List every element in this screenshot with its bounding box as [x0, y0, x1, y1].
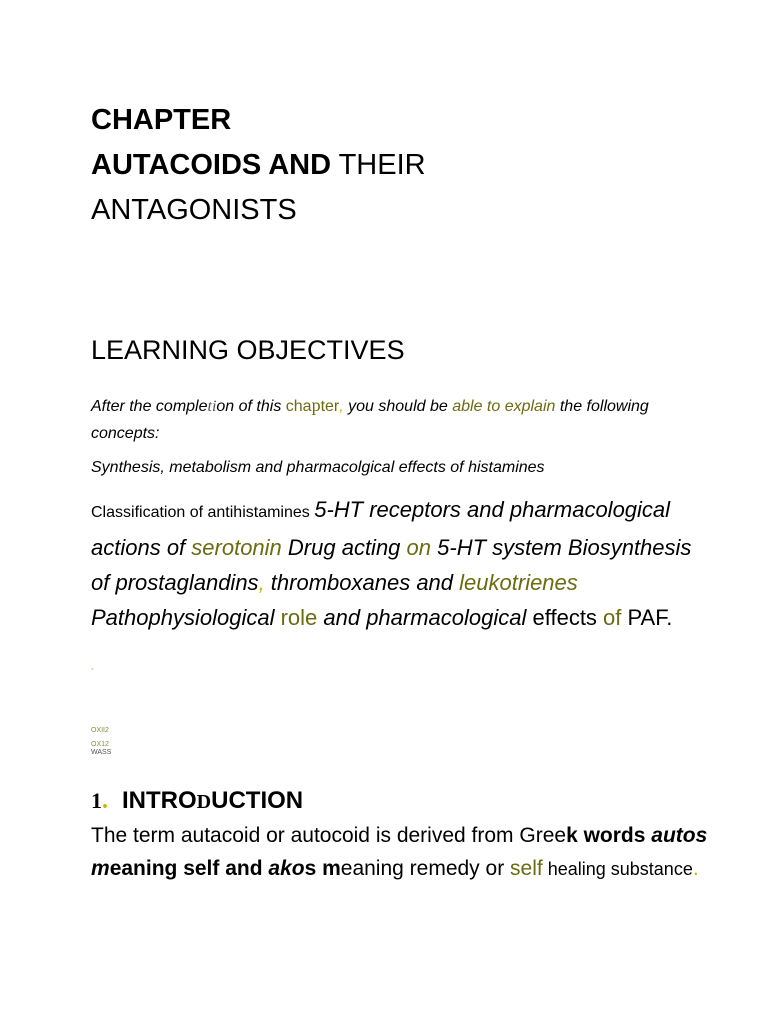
heading-seg: UCTION	[211, 787, 304, 814]
text-seg: the following concepts:	[91, 398, 649, 442]
text-seg: autos m	[91, 824, 708, 880]
text-seg: self	[510, 857, 543, 880]
objectives-list-paragraph	[91, 492, 711, 635]
section-number: 1	[91, 788, 102, 813]
chapter-title-line-1	[91, 148, 426, 182]
text-seg: ti	[207, 398, 217, 415]
text-seg: you should be	[343, 398, 453, 415]
text-seg: The term autacoid or autocoid is derived from Gree	[91, 824, 567, 847]
text-seg: eaning remedy or	[340, 857, 511, 880]
text-seg: serotonin	[191, 535, 282, 560]
heading-seg: INTRO	[122, 787, 197, 814]
text-seg: cha	[285, 398, 312, 415]
text-seg: Classification of antihistamines	[91, 504, 315, 521]
text-seg: words	[577, 824, 652, 847]
stray-mark: °	[91, 668, 94, 675]
chapter-label: CHAPTER	[91, 104, 232, 136]
text-seg: effects	[532, 605, 604, 630]
introduction-heading	[91, 786, 303, 817]
heading-seg: D	[196, 791, 212, 813]
text-seg: of	[603, 605, 622, 630]
chapter-title-line-2: ANTAGONISTS	[91, 194, 297, 226]
text-seg: leukotrienes	[459, 570, 578, 595]
text-seg: Pathophysiological	[91, 605, 281, 630]
text-seg: .	[692, 857, 699, 880]
text-seg: 5-HT receptors and pharmacological actions of	[91, 497, 671, 560]
text-seg: p	[311, 395, 321, 415]
text-seg: k	[566, 824, 578, 847]
section-dot: .	[102, 788, 108, 814]
title-bold-part: AUTACOIDS AND	[91, 149, 332, 181]
text-seg: on	[406, 535, 432, 560]
objectives-intro-paragraph	[91, 392, 691, 447]
text-seg: Drug acting	[281, 535, 407, 560]
text-seg: s m	[304, 857, 341, 880]
text-seg: healing substance	[542, 859, 693, 879]
text-seg: ako	[268, 857, 305, 880]
text-seg: ,	[339, 398, 344, 415]
introduction-paragraph	[91, 819, 711, 886]
text-seg: and pharmacological	[317, 605, 533, 630]
text-seg: on of this	[216, 398, 286, 415]
tiny-mark: WASS	[91, 749, 112, 756]
text-seg: After the comple	[91, 398, 208, 415]
tiny-mark: OXII2	[91, 727, 109, 734]
learning-objectives-heading: LEARNING OBJECTIVES	[91, 335, 405, 365]
tiny-mark: OX12	[91, 741, 109, 748]
text-seg: ter	[320, 398, 340, 415]
text-seg: role	[280, 605, 318, 630]
title-regular-part: THEIR	[331, 149, 426, 181]
text-seg: thromboxanes and	[264, 570, 460, 595]
text-seg: ,	[258, 570, 265, 595]
text-seg: 5-HT system Biosynthesis of prostaglandins	[91, 535, 692, 595]
text-seg: eaning self and	[109, 857, 269, 880]
text-seg: PAF.	[621, 605, 673, 630]
text-seg: able to explain	[452, 398, 556, 415]
synthesis-objective-line: Synthesis, metabolism and pharmacolgical effects of histamines	[91, 459, 545, 476]
